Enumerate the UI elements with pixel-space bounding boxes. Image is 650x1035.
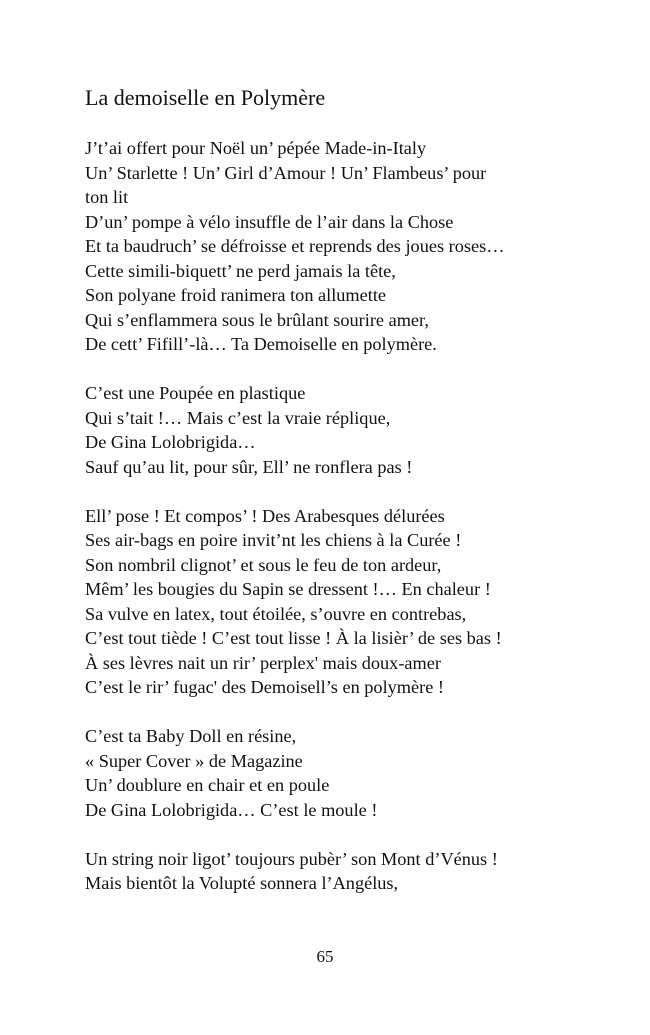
stanza (85, 724, 625, 822)
poem-line: De cett’ Fifill’-là… Ta Demoiselle en polymère. (85, 334, 437, 354)
poem-line: C’est une Poupée en plastique (85, 383, 306, 403)
poem-line: Un string noir ligot’ toujours pubèr’ son Mont d’Vénus ! (85, 848, 498, 869)
poem-line: ton lit (85, 187, 129, 207)
poem-line: Et ta baudruch’ se défroisse et reprends des joues roses… (85, 236, 505, 256)
stanza (85, 847, 625, 896)
page-number: 65 (316, 947, 334, 966)
poem-line: C’est ta Baby Doll en résine, (85, 726, 297, 746)
poem-line: Ses air-bags en poire invit’nt les chiens à la Curée ! (85, 530, 462, 550)
poem-body (85, 136, 625, 920)
poem-line: Un’ doublure en chair et en poule (85, 775, 330, 795)
poem-line: À ses lèvres nait un rir’ perplex' mais doux-amer (85, 652, 441, 673)
poem-line: D’un’ pompe à vélo insuffle de l’air dans la Chose (85, 211, 454, 232)
poem-line: C’est tout tiède ! C’est tout lisse ! À la lisièr’ de ses bas ! (85, 628, 502, 648)
stanza (85, 136, 625, 357)
poem-line: J’t’ai offert pour Noël un’ pépée Made-in-Italy (85, 138, 427, 158)
poem-line: Mêm’ les bougies du Sapin se dressent !… En chaleur ! (85, 579, 491, 599)
poem-line: Sa vulve en latex, tout étoilée, s’ouvre en contrebas, (85, 603, 467, 624)
poem-line: De Gina Lolobrigida… (85, 432, 256, 452)
poem-line: Un’ Starlette ! Un’ Girl d’Amour ! Un’ Flambeus’ pour (85, 162, 487, 183)
poem-line: Son nombril clignot’ et sous le feu de ton ardeur, (85, 554, 442, 575)
poem-title: La demoiselle en Polymère (85, 85, 326, 110)
poem-line: Son polyane froid ranimera ton allumette (85, 285, 387, 305)
stanza (85, 381, 625, 479)
poem-line: Sauf qu’au lit, pour sûr, Ell’ ne ronflera pas ! (85, 456, 413, 477)
poem-line: Mais bientôt la Volupté sonnera l’Angélus, (85, 873, 399, 893)
stanza (85, 504, 625, 700)
poem-line: Cette simili-biquett’ ne perd jamais la tête, (85, 260, 396, 281)
poem-line: Qui s’enflammera sous le brûlant sourire amer, (85, 309, 429, 330)
poem-line: Qui s’tait !… Mais c’est la vraie réplique, (85, 407, 391, 428)
poem-line: « Super Cover » de Magazine (85, 750, 303, 771)
poem-line: C’est le rir’ fugac' des Demoisell’s en polymère ! (85, 677, 444, 697)
poem-line: De Gina Lolobrigida… C’est le moule ! (85, 799, 378, 820)
poem-line: Ell’ pose ! Et compos’ ! Des Arabesques délurées (85, 505, 445, 526)
